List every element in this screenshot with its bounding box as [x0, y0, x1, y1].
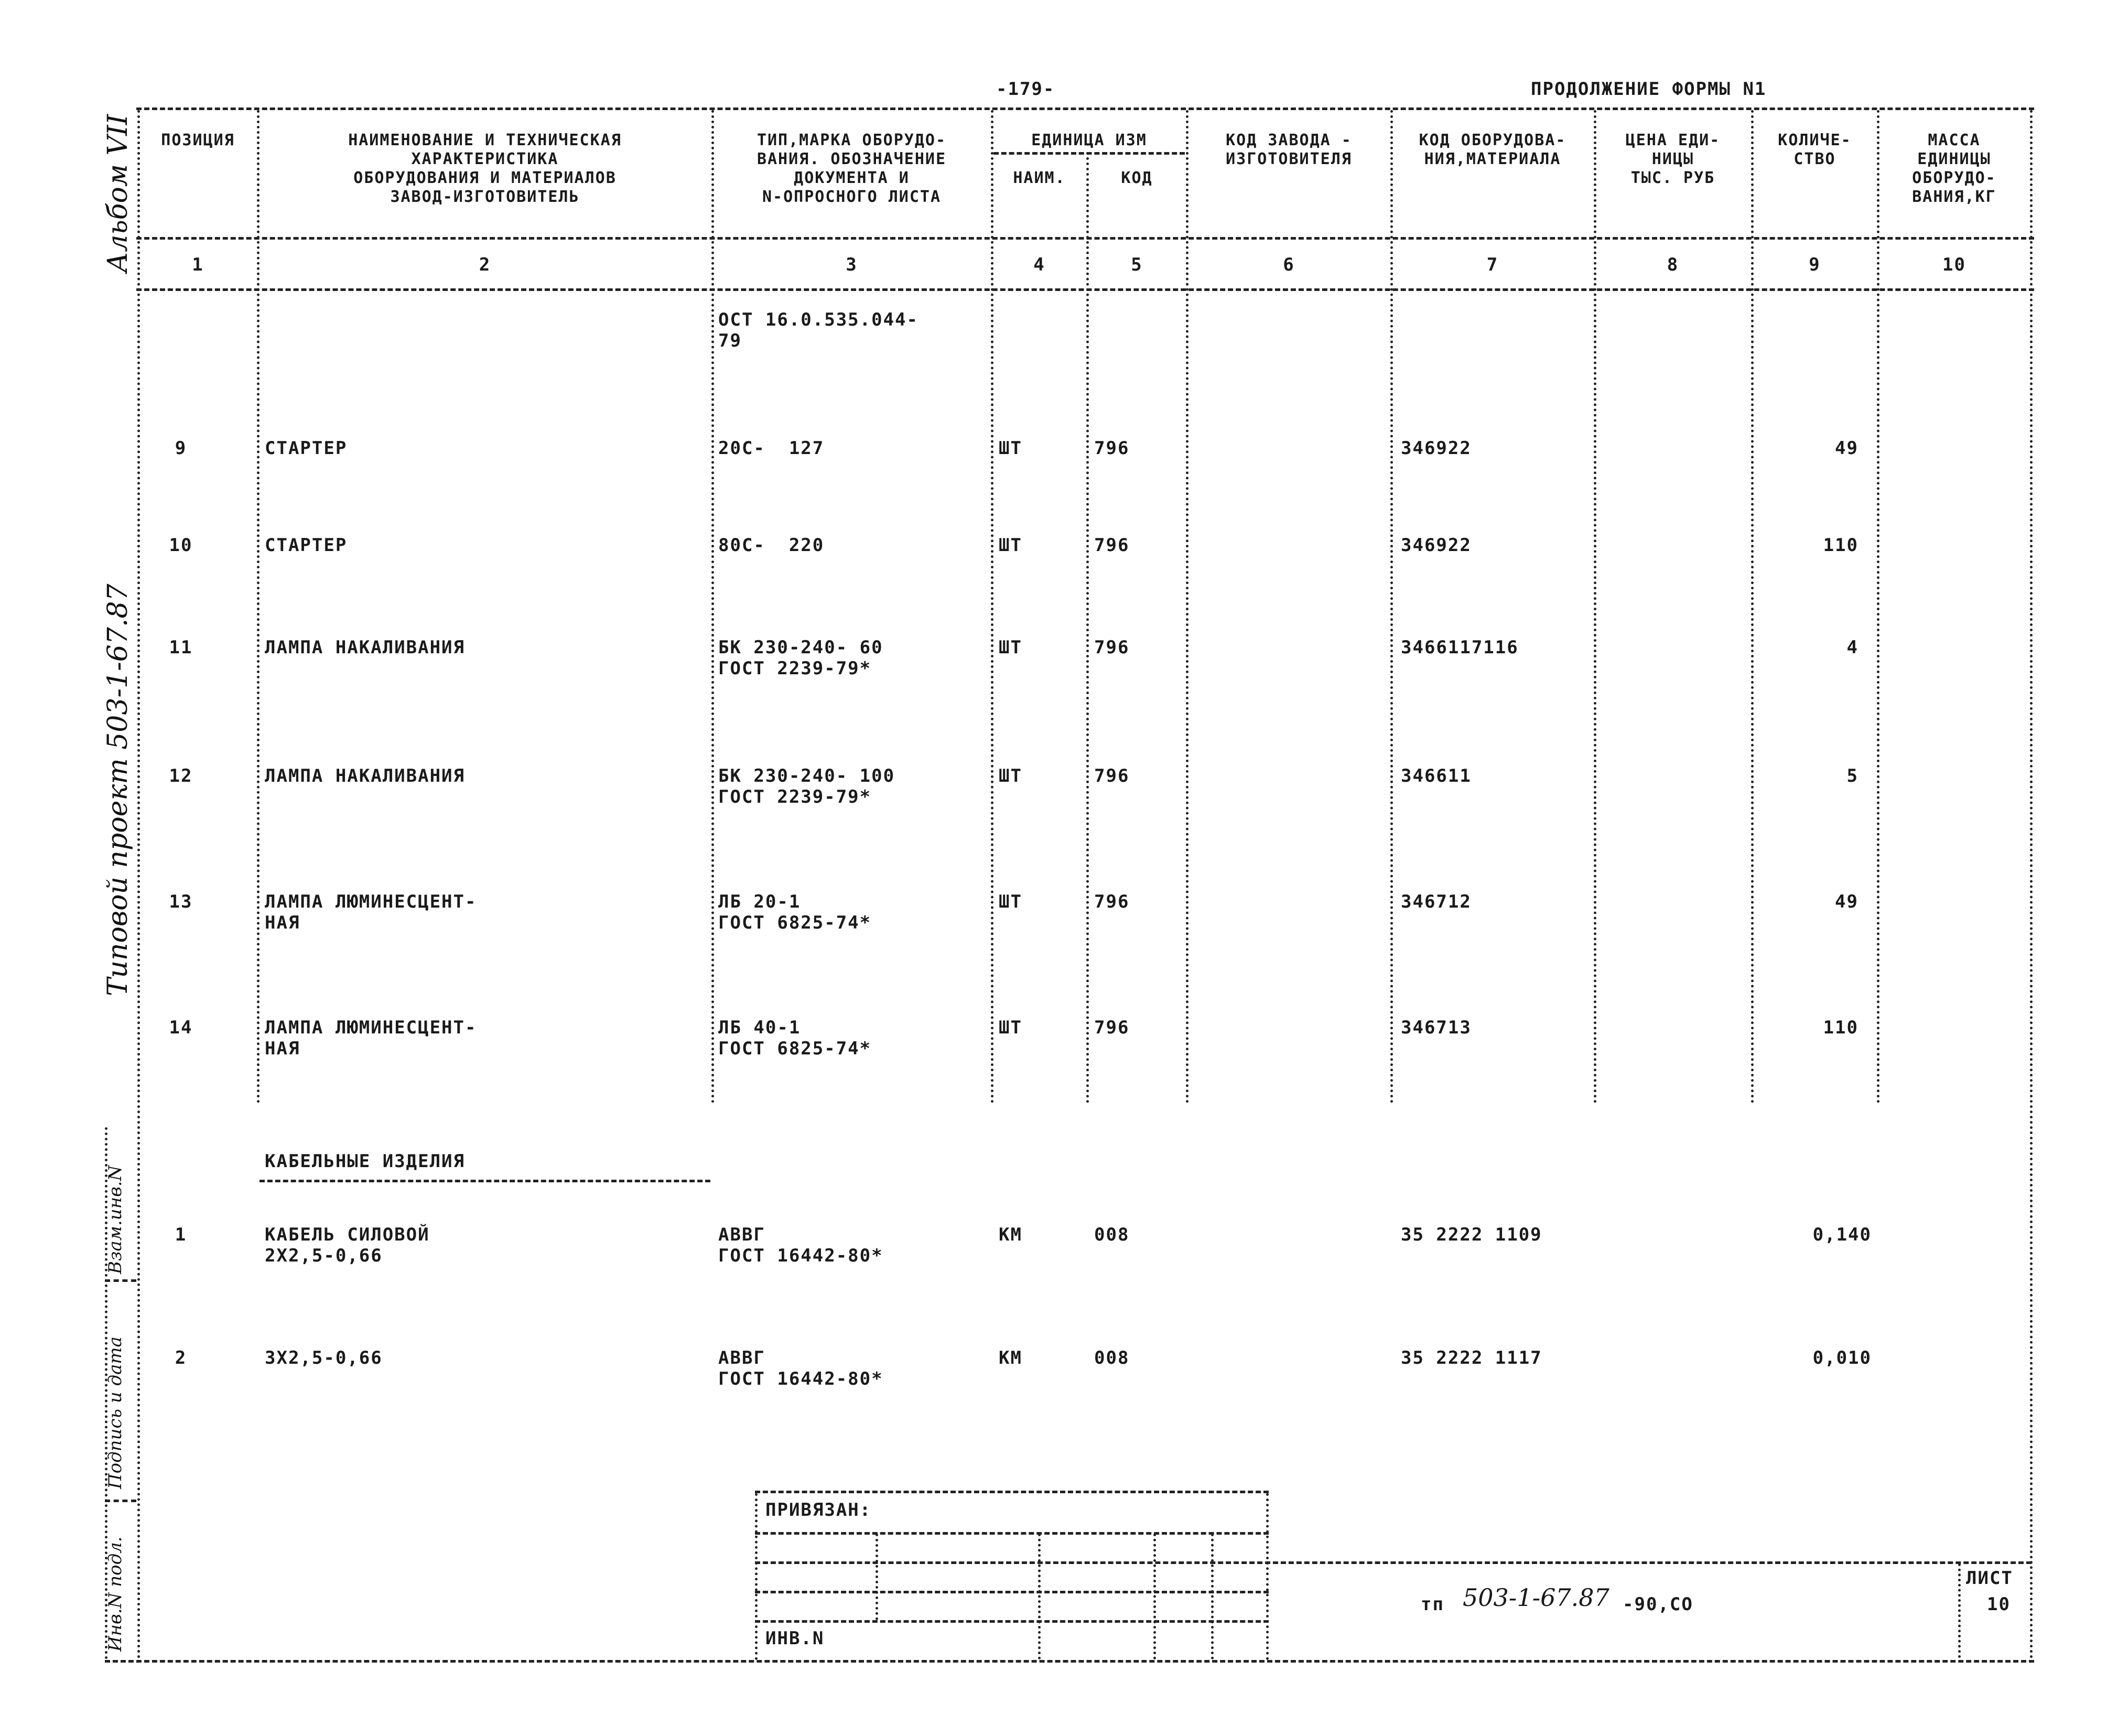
sheet-box-left — [1958, 1564, 1961, 1658]
col-number-8: 8 — [1667, 254, 1679, 275]
cable-row-type: АВВГ ГОСТ 16442-80* — [718, 1347, 883, 1389]
stamp-col-a — [755, 1493, 758, 1660]
rule-top — [136, 107, 2034, 110]
header-mass: МАССА ЕДИНИЦЫ ОБОРУДО- ВАНИЯ,КГ — [1912, 131, 1996, 206]
stamp-linked-label: ПРИВЯЗАН: — [765, 1500, 872, 1521]
col-rule-0 — [137, 110, 140, 1659]
row-unit-code: 796 — [1094, 1017, 1130, 1038]
col-rule-4 — [1086, 152, 1089, 1104]
row-material-code: 346712 — [1401, 891, 1472, 912]
doc-prefix: тп — [1421, 1594, 1444, 1615]
cable-row-quantity: 0,010 — [1812, 1347, 1872, 1368]
col-number-4: 4 — [1033, 254, 1045, 275]
header-unit-group: ЕДИНИЦА ИЗМ — [1031, 131, 1147, 149]
row-position: 14 — [169, 1017, 193, 1038]
row-type: ЛБ 20-1 ГОСТ 6825-74* — [718, 891, 872, 933]
stamp-col-c — [1038, 1534, 1041, 1659]
row-name: СТАРТЕР — [265, 438, 348, 459]
rule-header-bottom — [136, 237, 2034, 240]
side-project: Типовой проект 503-1-67.87 — [102, 584, 134, 996]
row-name: ЛАМПА НАКАЛИВАНИЯ — [265, 765, 465, 786]
col-number-10: 10 — [1942, 254, 1966, 275]
doc-number: 503-1-67.87 — [1463, 1583, 1609, 1612]
cable-row-material-code: 35 2222 1117 — [1401, 1347, 1542, 1368]
row-name: ЛАМПА ЛЮМИНЕСЦЕНТ- НАЯ — [265, 1017, 477, 1059]
col-number-5: 5 — [1131, 254, 1143, 275]
row-unit: ШТ — [999, 637, 1022, 658]
row-unit-code: 796 — [1094, 637, 1130, 658]
section-underline — [260, 1180, 710, 1182]
header-position: ПОЗИЦИЯ — [161, 131, 235, 149]
side-sep-1 — [105, 1279, 136, 1282]
header-name: НАИМЕНОВАНИЕ И ТЕХНИЧЕСКАЯ ХАРАКТЕРИСТИКА ОБОРУДОВАНИЯ И МАТЕРИАЛОВ ЗАВОД-ИЗГОТОВИТЕЛЬ — [348, 131, 622, 206]
row-unit-code: 796 — [1094, 535, 1130, 556]
stamp-col-e — [1211, 1534, 1214, 1659]
stamp-row-3 — [755, 1591, 1269, 1593]
header-factory-code: КОД ЗАВОДА - ИЗГОТОВИТЕЛЯ — [1226, 131, 1352, 168]
col-number-1: 1 — [192, 254, 204, 275]
stamp-col-b — [876, 1534, 878, 1620]
cable-row-type: АВВГ ГОСТ 16442-80* — [718, 1224, 883, 1266]
row-position: 12 — [169, 765, 193, 786]
cable-row-unit: КМ — [999, 1347, 1022, 1368]
cable-row-quantity: 0,140 — [1812, 1224, 1872, 1245]
row-position: 11 — [169, 637, 193, 658]
sheet-number: 10 — [1987, 1594, 2011, 1615]
section-title: КАБЕЛЬНЫЕ ИЗДЕЛИЯ — [265, 1151, 465, 1172]
row-quantity: 4 — [1846, 637, 1859, 658]
header-material-code: КОД ОБОРУДОВА- НИЯ,МАТЕРИАЛА — [1419, 131, 1566, 168]
row-unit: ШТ — [999, 438, 1022, 459]
stamp-row-2 — [755, 1561, 2032, 1564]
row-material-code: 346713 — [1401, 1017, 1472, 1038]
row-type: БК 230-240- 100 ГОСТ 2239-79* — [718, 765, 895, 807]
row-name: ЛАМПА ЛЮМИНЕСЦЕНТ- НАЯ — [265, 891, 477, 933]
row-unit: ШТ — [999, 1017, 1022, 1038]
row-position: 13 — [169, 891, 193, 912]
header-unit-name: НАИМ. — [1013, 169, 1066, 187]
row-unit: ШТ — [999, 535, 1022, 556]
cable-row-position: 1 — [175, 1224, 187, 1245]
cable-row-name: 3Х2,5-0,66 — [265, 1347, 383, 1368]
row-unit-code: 796 — [1094, 765, 1130, 786]
row-material-code: 346922 — [1401, 535, 1472, 556]
row-unit: ШТ — [999, 765, 1022, 786]
row-quantity: 110 — [1823, 1017, 1859, 1038]
cable-row-name: КАБЕЛЬ СИЛОВОЙ 2Х2,5-0,66 — [265, 1224, 430, 1266]
row-unit: ШТ — [999, 891, 1022, 912]
cable-row-unit-code: 008 — [1094, 1224, 1130, 1245]
rule-colnum-bottom — [136, 288, 2034, 291]
stamp-col-d — [1153, 1534, 1156, 1659]
col-number-3: 3 — [846, 254, 858, 275]
continuation-label: ПРОДОЛЖЕНИЕ ФОРМЫ N1 — [1531, 79, 1767, 100]
header-price: ЦЕНА ЕДИ- НИЦЫ ТЫС. РУБ — [1625, 131, 1721, 187]
stamp-row-1 — [755, 1532, 1269, 1535]
row-material-code: 346922 — [1401, 438, 1472, 459]
col-rule-10 — [2030, 110, 2033, 1659]
stamp-col-f — [1266, 1493, 1269, 1660]
header-unit-split — [993, 152, 1185, 155]
row-position: 10 — [169, 535, 193, 556]
side-stamp-signature: Подпись и дата — [105, 1336, 126, 1489]
stamp-inventory-label: ИНВ.N — [765, 1628, 825, 1649]
row-name: СТАРТЕР — [265, 535, 348, 556]
row-type: 80С- 220 — [718, 535, 825, 556]
col-number-6: 6 — [1283, 254, 1295, 275]
side-sep-2 — [105, 1500, 136, 1502]
row-unit-code: 796 — [1094, 891, 1130, 912]
page-number: -179- — [996, 79, 1055, 100]
row-name: ЛАМПА НАКАЛИВАНИЯ — [265, 637, 465, 658]
cable-row-material-code: 35 2222 1109 — [1401, 1224, 1542, 1245]
header-type: ТИП,МАРКА ОБОРУДО- ВАНИЯ. ОБОЗНАЧЕНИЕ ДОКУМЕНТА И N-ОПРОСНОГО ЛИСТА — [757, 131, 947, 206]
cable-row-unit: КМ — [999, 1224, 1022, 1245]
row-quantity: 49 — [1835, 891, 1859, 912]
rule-bottom — [105, 1660, 2034, 1663]
side-stamp-edge — [105, 1127, 107, 1659]
row-material-code: 3466117116 — [1401, 637, 1519, 658]
row-type: 20С- 127 — [718, 438, 825, 459]
header-quantity: КОЛИЧЕ- СТВО — [1778, 131, 1852, 168]
doc-suffix: -90,СО — [1623, 1594, 1693, 1615]
col-number-9: 9 — [1809, 254, 1821, 275]
row-type: БК 230-240- 60 ГОСТ 2239-79* — [718, 637, 883, 679]
row-unit-code: 796 — [1094, 438, 1130, 459]
stamp-row-4 — [755, 1620, 1269, 1623]
row-position: 9 — [175, 438, 187, 459]
side-stamp-inventory: Инв.N подл. — [105, 1536, 126, 1652]
col-number-7: 7 — [1486, 254, 1499, 275]
row-material-code: 346611 — [1401, 765, 1472, 786]
stamp-top — [755, 1491, 1269, 1493]
row-quantity: 49 — [1835, 438, 1859, 459]
cable-row-unit-code: 008 — [1094, 1347, 1130, 1368]
row-quantity: 110 — [1823, 535, 1859, 556]
side-stamp-replace: Взам.инв.N — [105, 1165, 126, 1274]
carry-over-type: ОСТ 16.0.535.044- 79 — [718, 309, 919, 351]
side-album: Альбом VII — [102, 114, 134, 273]
row-type: ЛБ 40-1 ГОСТ 6825-74* — [718, 1017, 872, 1059]
sheet-label: ЛИСТ — [1966, 1568, 2013, 1589]
header-unit-code: КОД — [1121, 169, 1153, 187]
col-number-2: 2 — [479, 254, 491, 275]
row-quantity: 5 — [1846, 765, 1859, 786]
cable-row-position: 2 — [175, 1347, 187, 1368]
